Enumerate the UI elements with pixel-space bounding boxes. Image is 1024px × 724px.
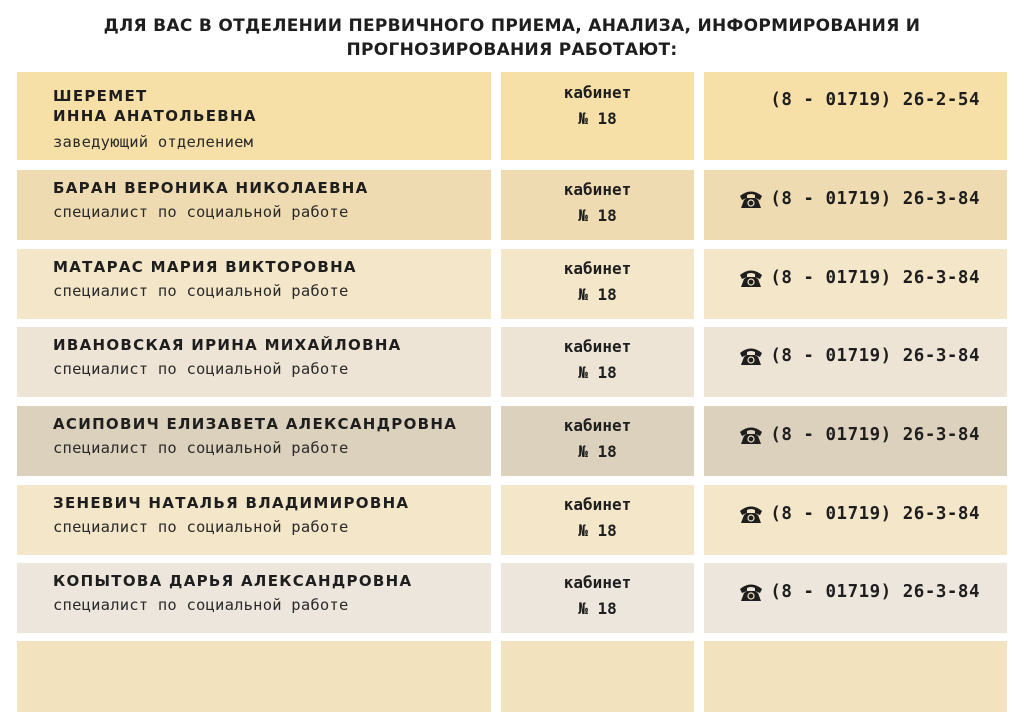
telephone-icon (738, 345, 764, 367)
staff-row (17, 249, 1007, 319)
staff-name: БАРАН ВЕРОНИКА НИКОЛАЕВНА (53, 179, 369, 197)
page-title (0, 14, 1024, 62)
staff-role: специалист по социальной работе (53, 203, 349, 221)
staff-name: АСИПОВИЧ ЕЛИЗАВЕТА АЛЕКСАНДРОВНА (53, 415, 458, 433)
staff-row (17, 327, 1007, 397)
phone-number[interactable]: (8 - 01719) 26-2-54 (770, 90, 980, 110)
telephone-icon (738, 581, 764, 603)
phone-cell (704, 249, 1007, 319)
phone-number[interactable]: (8 - 01719) 26-3-84 (770, 425, 980, 445)
cabinet-label: кабинет (563, 259, 632, 278)
cabinet-info (501, 177, 694, 229)
name-cell (17, 72, 491, 160)
telephone-icon (738, 188, 764, 210)
phone-number[interactable]: (8 - 01719) 26-3-84 (770, 346, 980, 366)
phone-cell (704, 485, 1007, 555)
cabinet-info (501, 80, 694, 132)
cabinet-cell (501, 170, 694, 240)
phone-number[interactable]: (8 - 01719) 26-3-84 (770, 582, 980, 602)
page-title-line-2: ПРОГНОЗИРОВАНИЯ РАБОТАЮТ: (346, 40, 678, 60)
cabinet-cell (501, 327, 694, 397)
page-title-line-1: ДЛЯ ВАС В ОТДЕЛЕНИИ ПЕРВИЧНОГО ПРИЕМА, АНАЛИЗА, ИНФОРМИРОВАНИЯ И (103, 16, 921, 36)
staff-role: заведующий отделением (53, 133, 254, 151)
staff-row (17, 485, 1007, 555)
empty-row (17, 641, 1007, 712)
name-cell (17, 327, 491, 397)
phone-number[interactable]: (8 - 01719) 26-3-84 (770, 189, 980, 209)
cabinet-label: кабинет (563, 180, 632, 199)
staff-role: специалист по социальной работе (53, 282, 349, 300)
staff-role: специалист по социальной работе (53, 518, 349, 536)
staff-role: специалист по социальной работе (53, 596, 349, 614)
staff-role: специалист по социальной работе (53, 439, 349, 457)
cabinet-cell (501, 249, 694, 319)
staff-role: специалист по социальной работе (53, 360, 349, 378)
cabinet-number: № 18 (578, 206, 617, 225)
staff-name: ЗЕНЕВИЧ НАТАЛЬЯ ВЛАДИМИРОВНА (53, 494, 410, 512)
cabinet-label: кабинет (563, 337, 632, 356)
name-cell (17, 563, 491, 633)
staff-row (17, 406, 1007, 476)
staff-name: КОПЫТОВА ДАРЬЯ АЛЕКСАНДРОВНА (53, 572, 413, 590)
cabinet-label: кабинет (563, 573, 632, 592)
phone-cell (704, 406, 1007, 476)
cabinet-cell (501, 563, 694, 633)
cabinet-info (501, 492, 694, 544)
cabinet-number: № 18 (578, 442, 617, 461)
cabinet-info (501, 256, 694, 308)
staff-surname: ШЕРЕМЕТ (53, 87, 148, 105)
telephone-icon (738, 424, 764, 446)
empty-cell (17, 641, 491, 712)
cabinet-number: № 18 (578, 599, 617, 618)
phone-cell (704, 563, 1007, 633)
cabinet-number: № 18 (578, 109, 617, 128)
telephone-icon (738, 267, 764, 289)
cabinet-cell (501, 406, 694, 476)
cabinet-cell (501, 485, 694, 555)
cabinet-label: кабинет (563, 495, 632, 514)
empty-cell (704, 641, 1007, 712)
phone-cell (704, 170, 1007, 240)
staff-row-head (17, 72, 1007, 160)
staff-name: ИВАНОВСКАЯ ИРИНА МИХАЙЛОВНА (53, 336, 402, 354)
telephone-icon (738, 503, 764, 525)
phone-cell (704, 327, 1007, 397)
phone-cell (704, 72, 1007, 160)
name-cell (17, 485, 491, 555)
name-cell (17, 406, 491, 476)
staff-row (17, 170, 1007, 240)
cabinet-cell (501, 72, 694, 160)
cabinet-info (501, 570, 694, 622)
staff-row (17, 563, 1007, 633)
cabinet-info (501, 413, 694, 465)
cabinet-number: № 18 (578, 285, 617, 304)
staff-name: МАТАРАС МАРИЯ ВИКТОРОВНА (53, 258, 357, 276)
name-cell (17, 170, 491, 240)
cabinet-label: кабинет (563, 83, 632, 102)
cabinet-label: кабинет (563, 416, 632, 435)
cabinet-number: № 18 (578, 521, 617, 540)
name-cell (17, 249, 491, 319)
phone-number[interactable]: (8 - 01719) 26-3-84 (770, 504, 980, 524)
phone-number[interactable]: (8 - 01719) 26-3-84 (770, 268, 980, 288)
empty-cell (501, 641, 694, 712)
cabinet-info (501, 334, 694, 386)
cabinet-number: № 18 (578, 363, 617, 382)
staff-given-names: ИННА АНАТОЛЬЕВНА (53, 107, 257, 125)
